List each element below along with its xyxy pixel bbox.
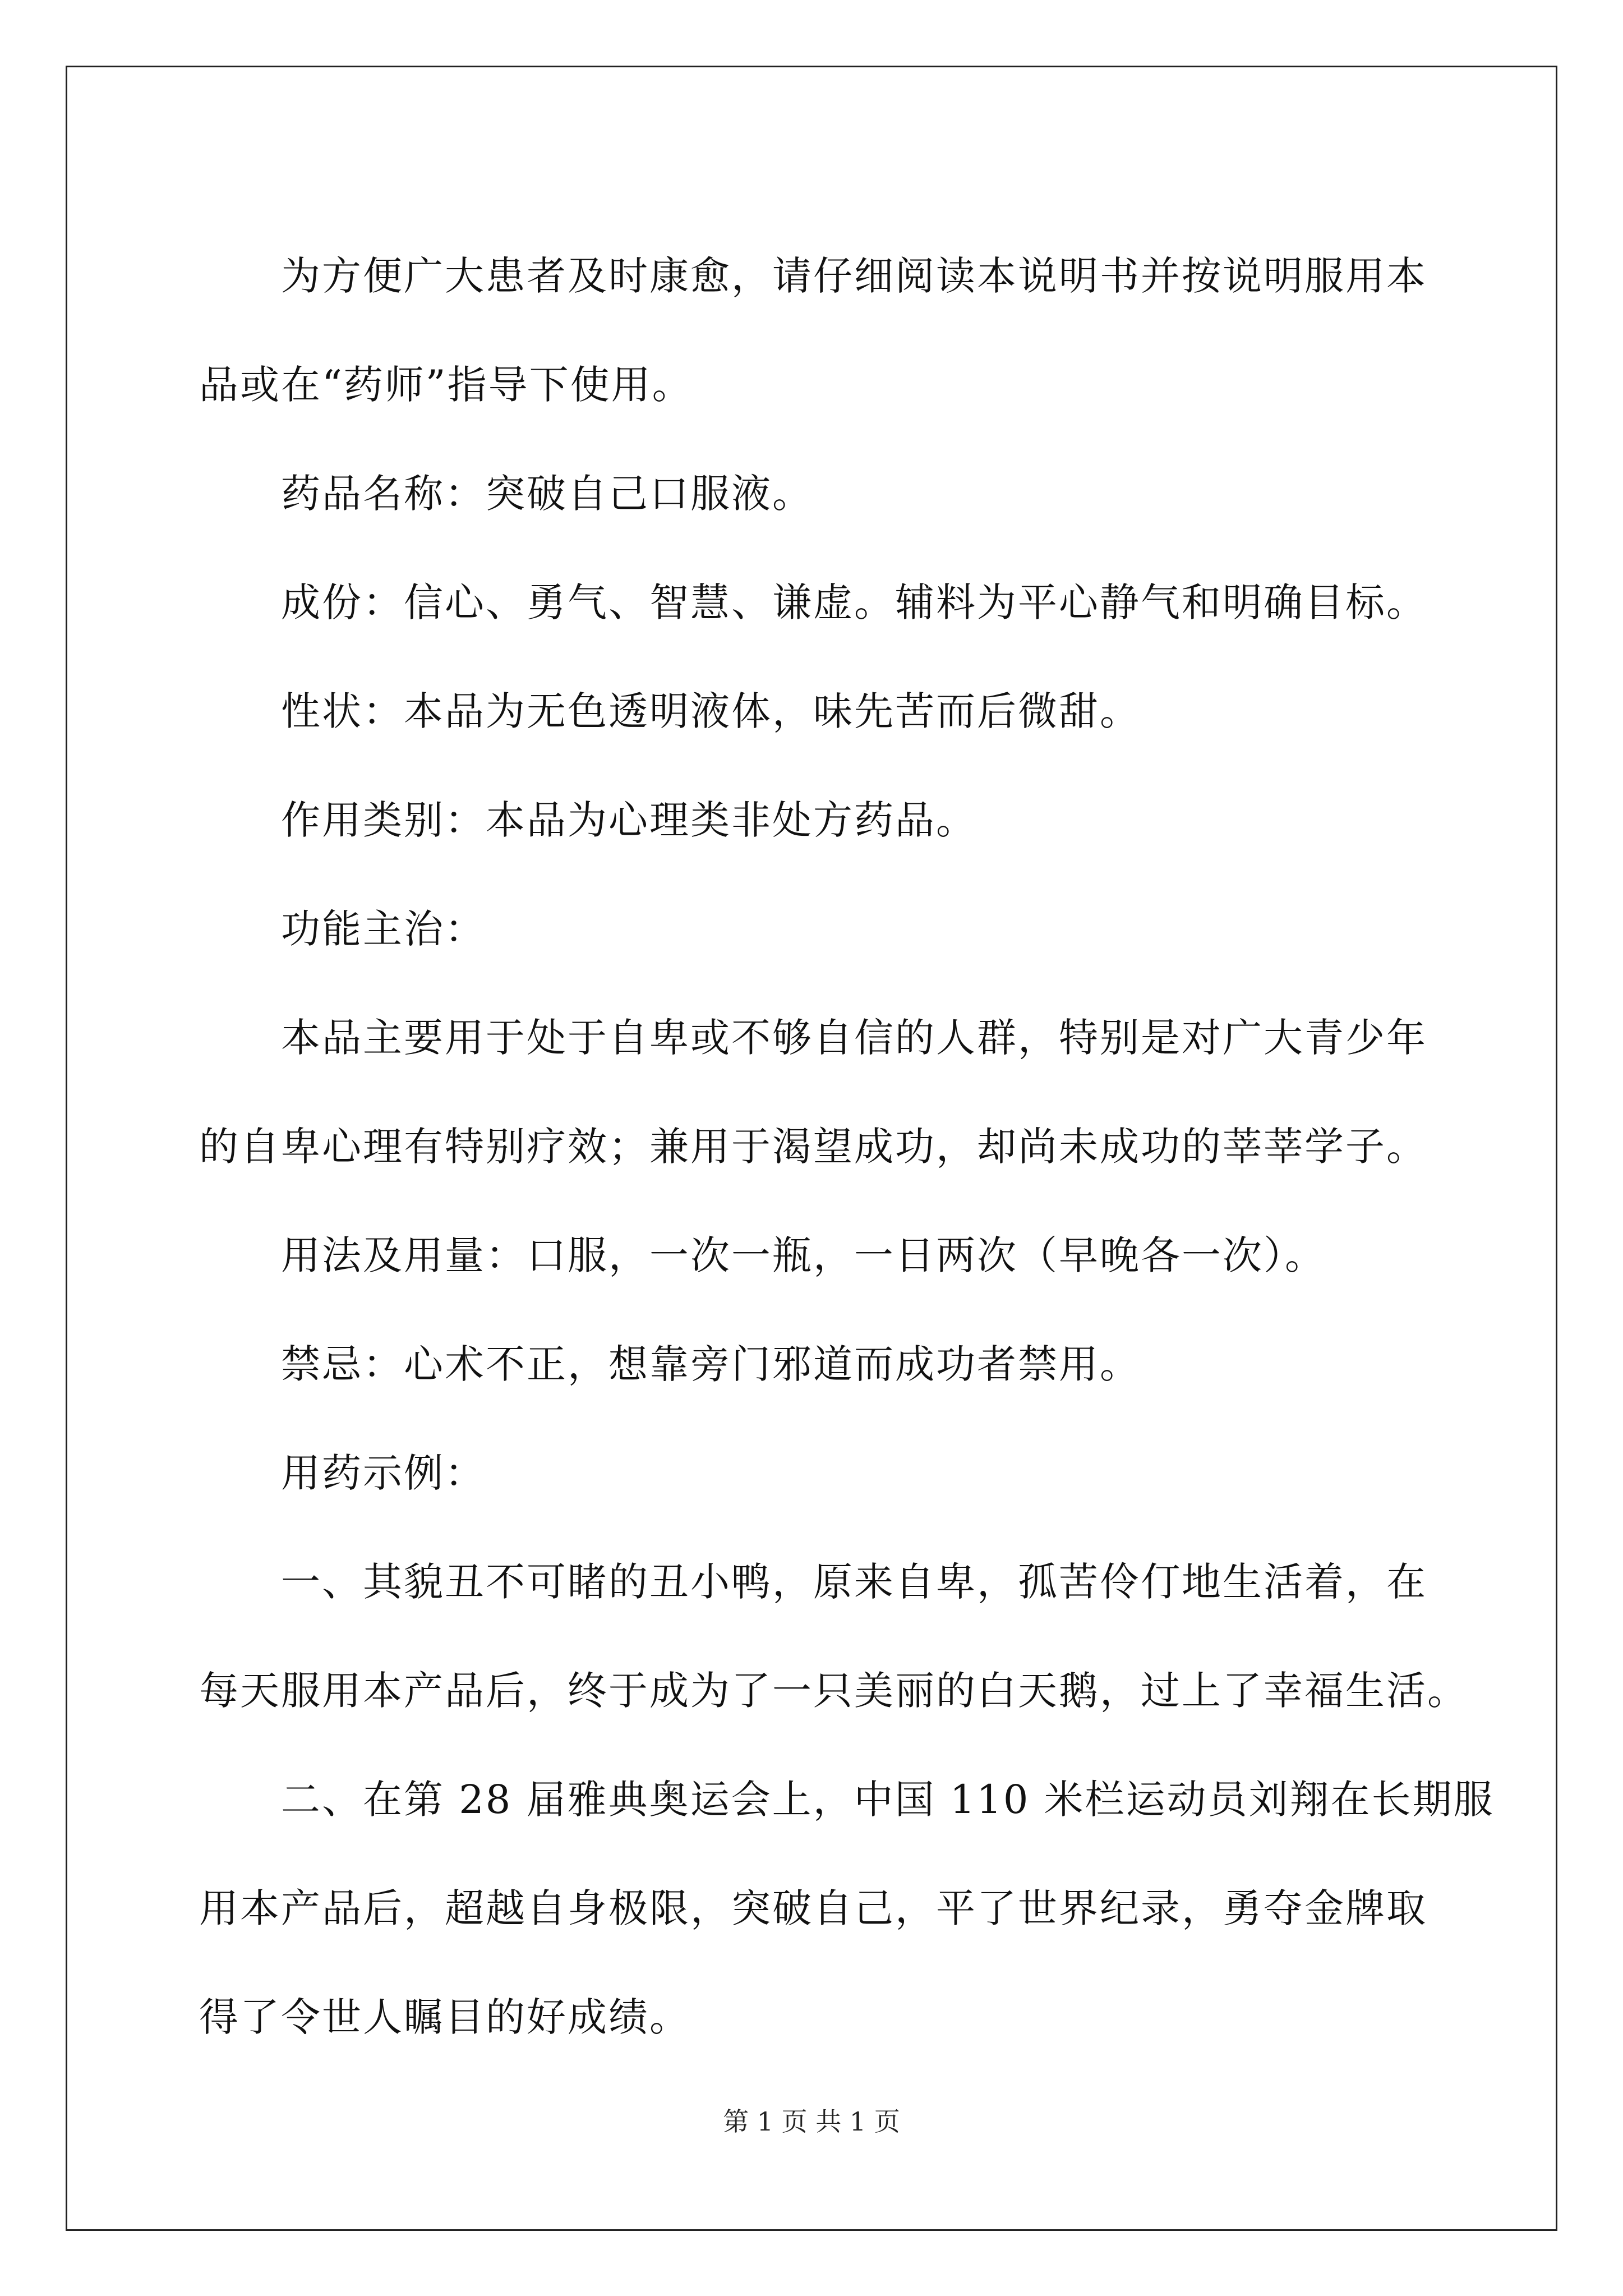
- drug-name-line: 药品名称：突破自己口服液。: [281, 471, 813, 517]
- paragraph-line: 为方便广大患者及时康愈，请仔细阅读本说明书并按说明服用本: [281, 253, 1427, 299]
- paragraph-line: 本品主要用于处于自卑或不够自信的人群，特别是对广大青少年: [281, 1015, 1427, 1061]
- paragraph-line: 每天服用本产品后，终于成为了一只美丽的白天鹅，过上了幸福生活。: [199, 1668, 1468, 1714]
- examples-heading: 用药示例：: [281, 1450, 486, 1496]
- document-body: [199, 222, 1495, 2072]
- paragraph-line: 的自卑心理有特别疗效；兼用于渴望成功，却尚未成功的莘莘学子。: [199, 1124, 1427, 1170]
- properties-line: 性状：本品为无色透明液体，味先苦而后微甜。: [281, 688, 1141, 734]
- page-number-footer: 第 1 页 共 1 页: [723, 2106, 900, 2137]
- paragraph-line: 品或在“药师”指导下使用。: [199, 362, 693, 408]
- paragraph-line: 一、其貌丑不可睹的丑小鸭，原来自卑，孤苦伶仃地生活着，在: [281, 1559, 1427, 1605]
- category-line: 作用类别：本品为心理类非处方药品。: [281, 797, 977, 843]
- dosage-line: 用法及用量：口服，一次一瓶，一日两次（早晚各一次）。: [281, 1232, 1326, 1278]
- paragraph-line: 得了令世人瞩目的好成绩。: [199, 1994, 690, 2040]
- paragraph-line: 二、在第 28 届雅典奥运会上，中国 110 米栏运动员刘翔在长期服: [281, 1777, 1495, 1823]
- paragraph-line: 用本产品后，超越自身极限，突破自己，平了世界纪录，勇夺金牌取: [199, 1885, 1427, 1931]
- indications-heading: 功能主治：: [281, 906, 486, 952]
- contraindications-line: 禁忌：心术不正，想靠旁门邪道而成功者禁用。: [281, 1341, 1141, 1387]
- ingredients-line: 成份：信心、勇气、智慧、谦虚。辅料为平心静气和明确目标。: [281, 579, 1427, 625]
